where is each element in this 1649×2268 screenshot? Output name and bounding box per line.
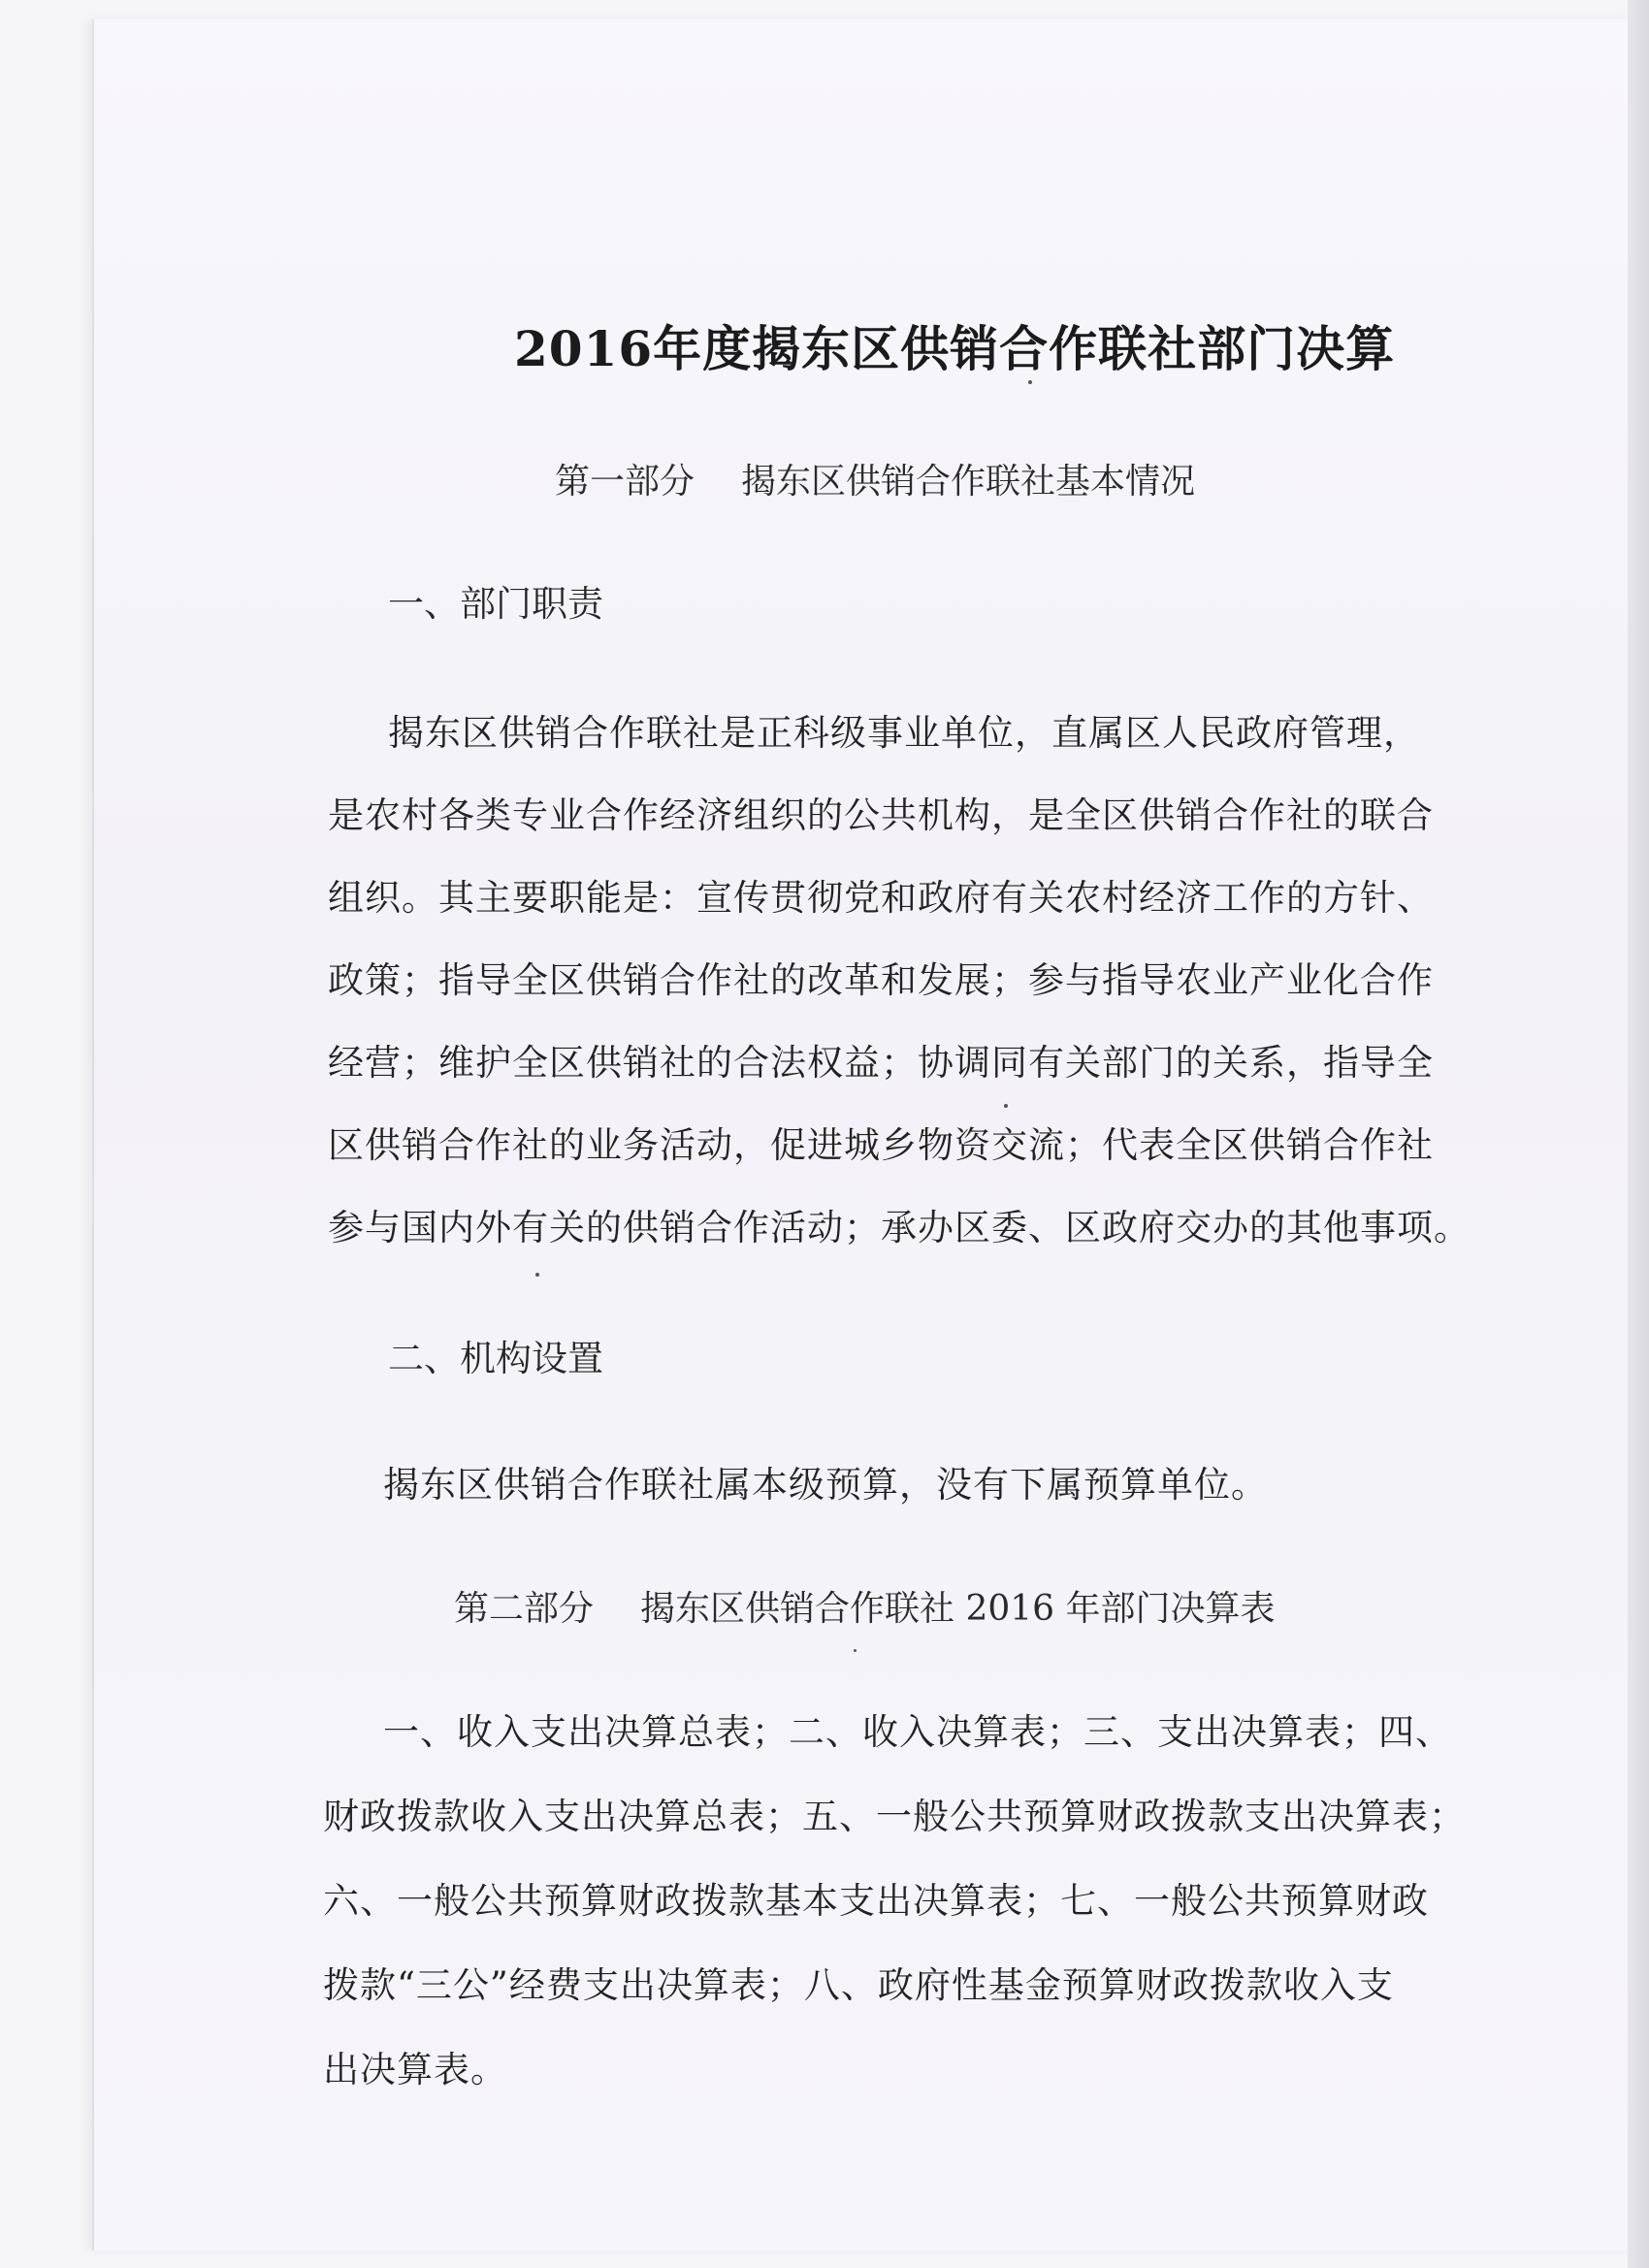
part2-title: 揭东区供销合作联社 2016 年部门决算表 <box>640 1589 1276 1629</box>
scan-speck <box>854 1649 857 1652</box>
para3-line: 一、收入支出决算总表；二、收入决算表；三、支出决算表；四、 <box>383 1711 1452 1753</box>
para1-line: 参与国内外有关的供销合作活动；承办区委、区政府交办的其他事项。 <box>328 1207 1471 1248</box>
scan-speck <box>1028 380 1032 384</box>
scanner-right-edge <box>1628 0 1649 2268</box>
para3-line: 出决算表。 <box>323 2049 507 2090</box>
section1-heading: 一、部门职责 <box>388 583 603 625</box>
para3-line: 六、一般公共预算财政拨款基本支出决算表；七、一般公共预算财政 <box>323 1880 1429 1922</box>
part1-title: 揭东区供销合作联社基本情况 <box>741 462 1196 502</box>
para1-line: 组织。其主要职能是：宣传贯彻党和政府有关农村经济工作的方针、 <box>328 877 1434 919</box>
para1-line: 揭东区供销合作联社是正科级事业单位，直属区人民政府管理， <box>388 712 1420 754</box>
para1-line: 经营；维护全区供销社的合法权益；协调同有关部门的关系，指导全 <box>328 1042 1434 1084</box>
document-title: 2016年度揭东区供销合作联社部门决算 <box>514 320 1396 377</box>
para1-line: 政策；指导全区供销合作社的改革和发展；参与指导农业产业化合作 <box>328 959 1434 1001</box>
para3-line: 财政拨款收入支出决算总表；五、一般公共预算财政拨款支出决算表； <box>323 1796 1466 1837</box>
part1-heading <box>555 454 1195 503</box>
section2-heading: 二、机构设置 <box>388 1338 603 1379</box>
part2-heading <box>454 1581 1276 1631</box>
part1-label: 第一部分 <box>555 462 695 502</box>
para2-text: 揭东区供销合作联社属本级预算，没有下属预算单位。 <box>383 1464 1268 1506</box>
sheet-left-edge <box>92 19 94 2251</box>
part2-label: 第二部分 <box>454 1589 595 1629</box>
para3-line: 拨款“三公”经费支出决算表；八、政府性基金预算财政拨款收入支 <box>323 1964 1394 2006</box>
para1-line: 区供销合作社的业务活动，促进城乡物资交流；代表全区供销合作社 <box>328 1124 1434 1166</box>
para1-line: 是农村各类专业合作经济组织的公共机构，是全区供销合作社的联合 <box>328 794 1434 836</box>
scan-speck <box>1004 1104 1008 1108</box>
scan-speck <box>535 1273 539 1277</box>
